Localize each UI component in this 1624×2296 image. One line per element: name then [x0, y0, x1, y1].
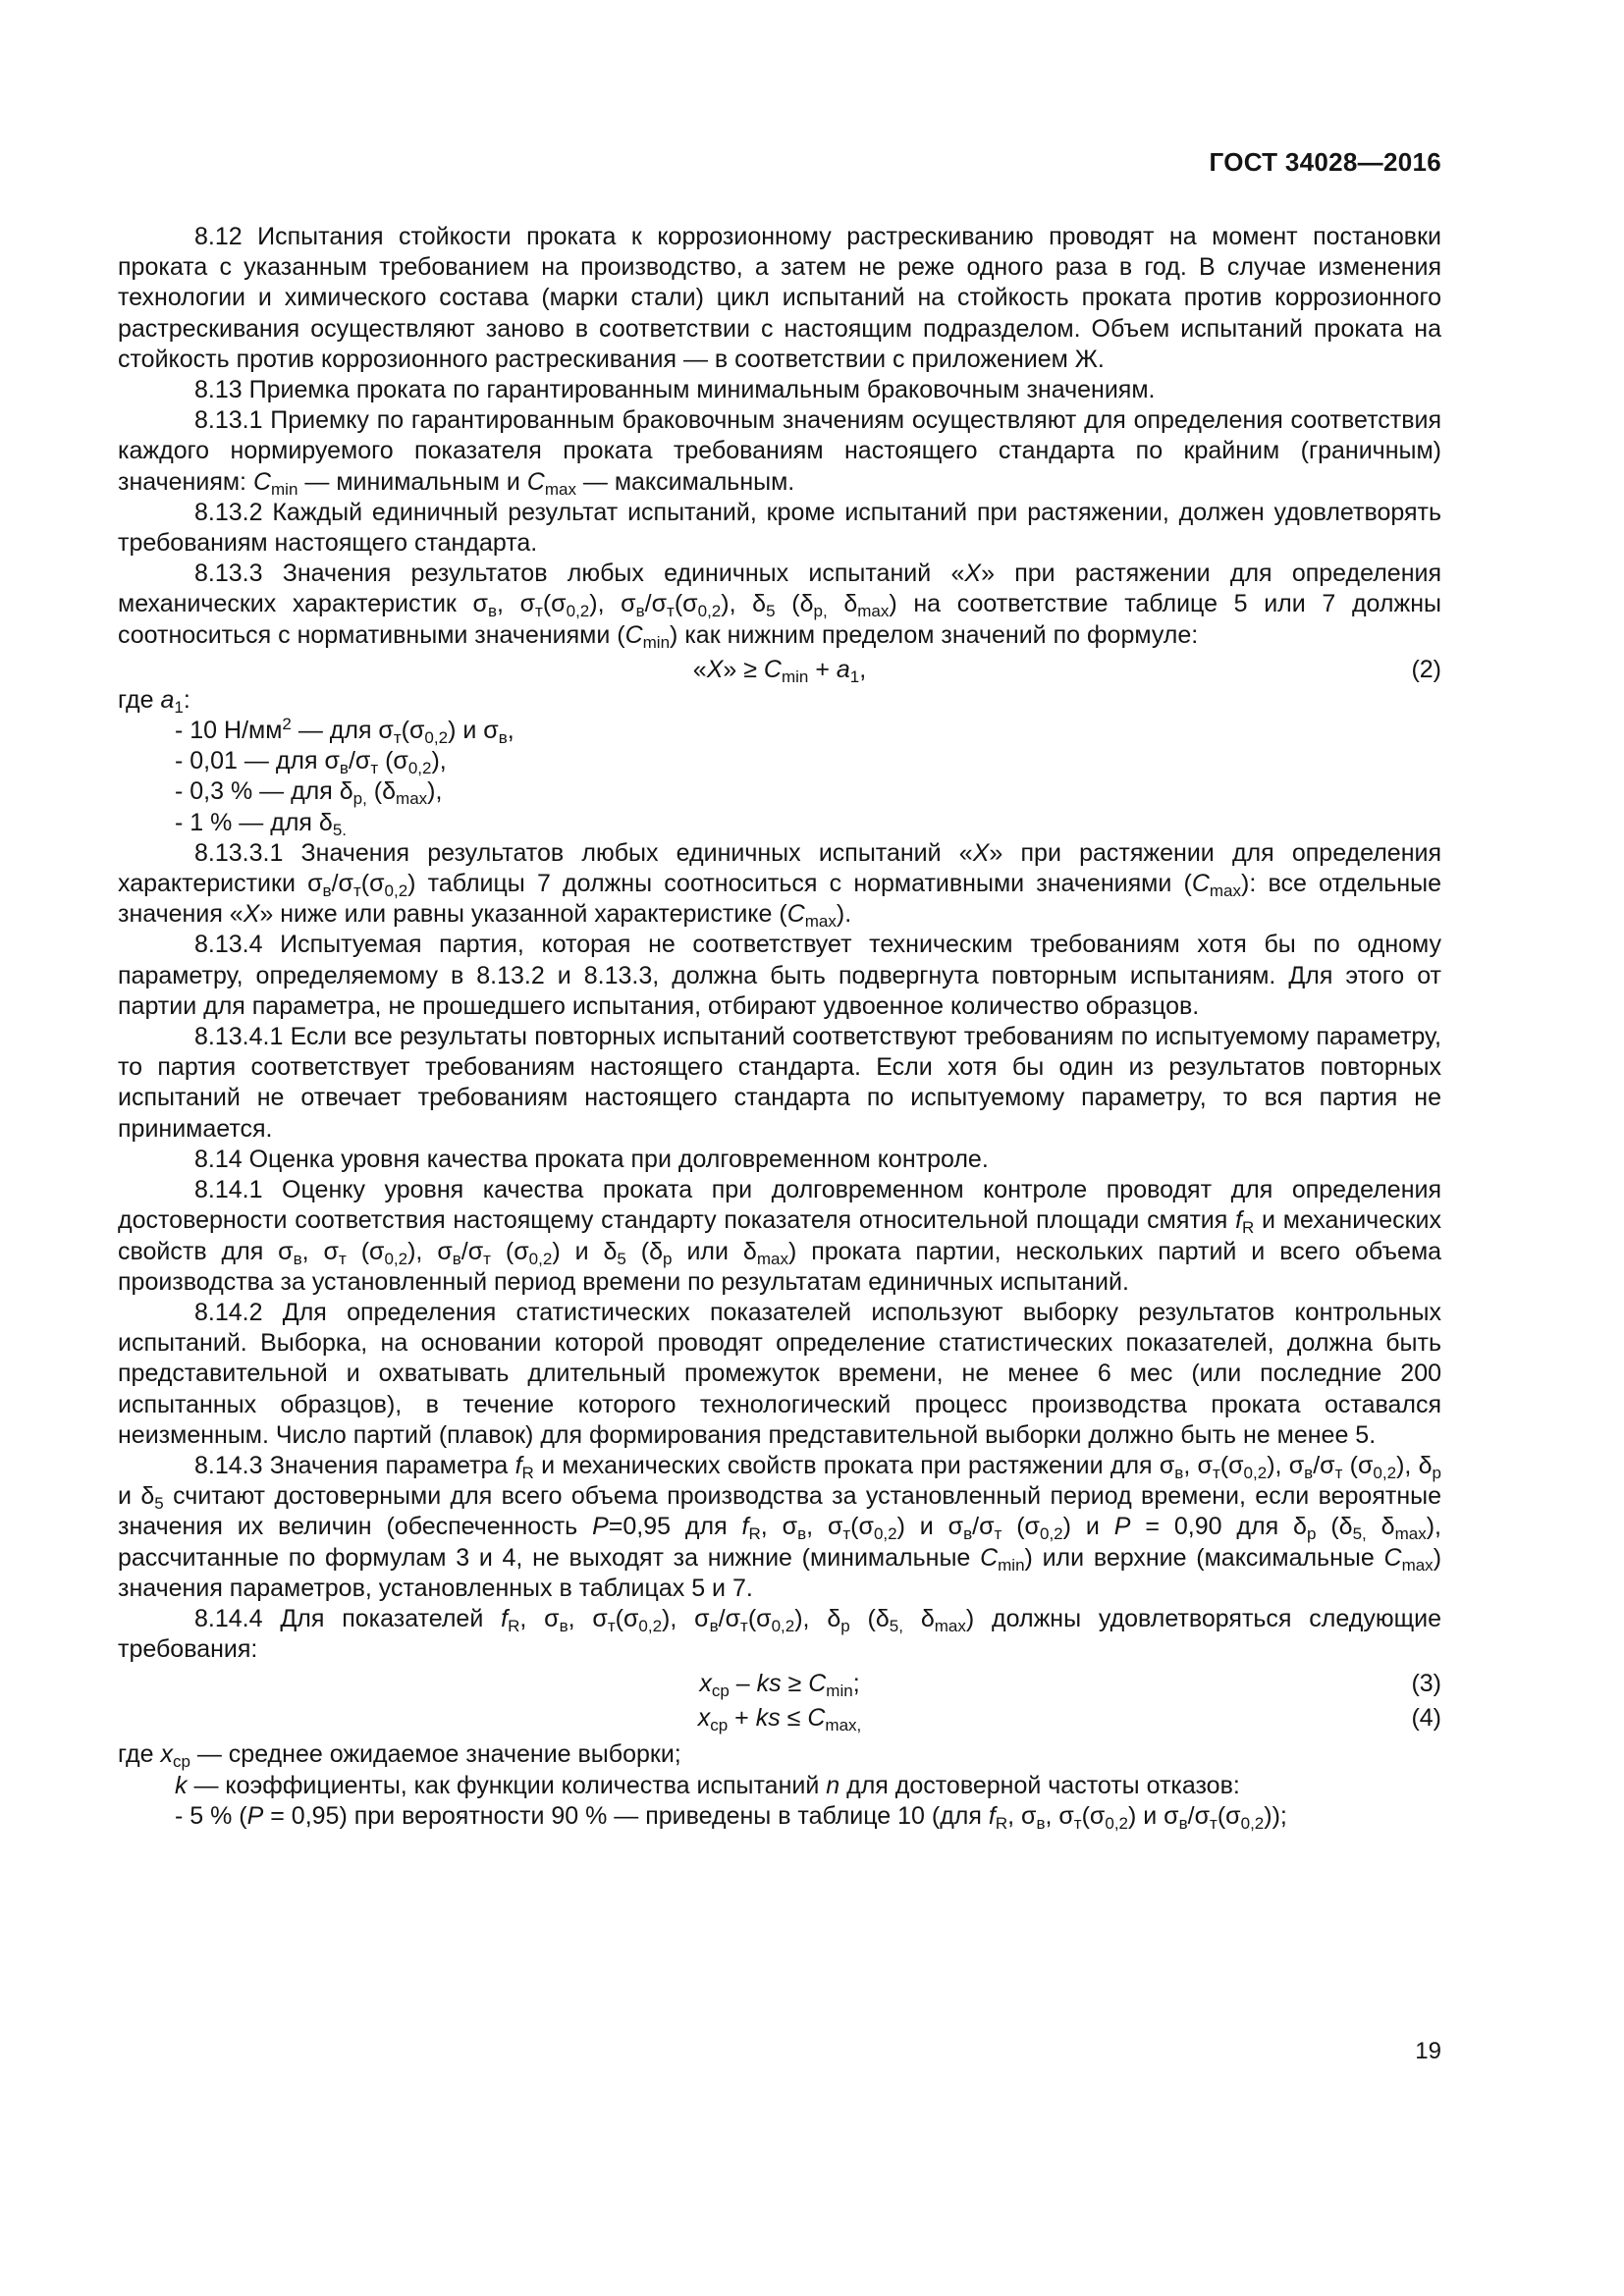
- formula-4: $x_{ср}$ + ks ≤ $C_{max,}$ (4): [697, 1704, 1441, 1735]
- list-item: - 0,01 — для $\sigma_в/\sigma_т$ $(\sigma_{0,2})$,: [175, 747, 447, 778]
- k-item: - 5 % (P = 0,95) при вероятности 90 % — приведены в таблице 10 (для $f_R$, $\sigma_в$, $\sigma_т(\sigma_{0,2})$ и $\sigma_в/\sigma_т(\sigma_{0,2})$);: [175, 1801, 1287, 1833]
- paragraph-8-14-2: 8.14.2 Для определения статистических показателей используют выборку результатов контрольных испытаний. Выборка, на основании которой проводят определение статистических показателей, должна быть представительной и охватывать длительный промежуток времени, не менее 6 мес (или последние 200 испытанных образцов), в течение которого технологический процесс производства проката оставался неизменным. Число партий (плавок) для формирования представительной выборки должно быть не менее 5.: [118, 1298, 1441, 1449]
- paragraph-8-12: 8.12 Испытания стойкости проката к коррозионному растрескиванию проводят на момент постановки проката с указанным требованием на производство, а затем не реже одного раза в год. В случае изменения технологии и химического состава (марки стали) цикл испытаний на стойкость проката против коррозионного растрескивания осуществляют заново в соответствии с настоящим подразделом. Объем испытаний проката на стойкость против коррозионного растрескивания — в соответствии с приложением Ж.: [118, 223, 1441, 373]
- formula-number-3: (3): [1411, 1670, 1441, 1698]
- formula-2: «X» ≥ $C_{min} + a_1$, (2): [692, 655, 1441, 686]
- formula-number-4: (4): [1411, 1704, 1441, 1733]
- k-definition: k — коэффициенты, как функции количества испытаний n для достоверной частоты отказов:: [175, 1771, 1240, 1799]
- formula-number-2: (2): [1411, 655, 1441, 683]
- list-item: - 10 $Н/мм^2$ — для $\sigma_т(\sigma_{0,2})$ и $\sigma_в$,: [175, 715, 514, 748]
- paragraph-8-13-3-1: 8.13.3.1 Значения результатов любых единичных испытаний «X» при растяжении для определения характеристики $\sigma_в/\sigma_т(\sigma_{0,2})$ таблицы 7 должны соотноситься с нормативными значениями $(C_{max})$: все отдельные значения «X» ниже или равны указанной характеристике $(C_{max})$.: [118, 838, 1442, 932]
- paragraph-8-13: 8.13 Приемка проката по гарантированным минимальным браковочным значениям.: [194, 376, 1156, 404]
- paragraph-8-13-2: 8.13.2 Каждый единичный результат испытаний, кроме испытаний при растяжении, должен удовлетворять требованиям настоящего стандарта.: [118, 498, 1441, 558]
- list-item: - 1 % — для $\delta_{5.}$: [175, 808, 348, 839]
- standard-header: ГОСТ 34028—2016: [1209, 147, 1441, 177]
- page-number: 19: [1415, 2038, 1441, 2064]
- document-body: [118, 222, 1441, 1832]
- paragraph-8-14: 8.14 Оценка уровня качества проката при долговременном контроле.: [194, 1145, 989, 1173]
- paragraph-8-13-3: 8.13.3 Значения результатов любых единичных испытаний «X» при растяжении для определения механических характеристик $\sigma_в$, $\sigma_т(\sigma_{0,2})$, $\sigma_в/\sigma_т(\sigma_{0,2})$, $\delta_5$ ($\delta_{p,}$ $\delta_{max}$) на соответствие таблице 5 или 7 должны соотноситься с нормативными значениями $(C_{min})$ как нижним пределом значений по формуле:: [118, 560, 1441, 652]
- paragraph-8-14-3: 8.14.3 Значения параметра $f_R$ и механических свойств проката при растяжении для $\sigma_в$, $\sigma_т(\sigma_{0,2})$, $\sigma_в/\sigma_т$ $(\sigma_{0,2})$, $\delta_p$ и $\delta_5$ считают достоверными для всего объема производства за установленный период времени, если вероятные значения их величин (обеспеченность P=0,95 для $f_R$, $\sigma_в$, $\sigma_т(\sigma_{0,2})$ и $\sigma_в/\sigma_т$ $(\sigma_{0,2})$ и P = 0,90 для $\delta_p$ ($\delta_{5,}$ $\delta_{max}$), рассчитанные по формулам 3 и 4, не выходят за нижние (минимальные $C_{min}$) или верхние (максимальные $C_{max}$) значения параметров, установленных в таблицах 5 и 7.: [118, 1451, 1442, 1602]
- paragraph-8-13-4-1: 8.13.4.1 Если все результаты повторных испытаний соответствуют требованиям по испытуемому параметру, то партия соответствует требованиям настоящего стандарта. Если хотя бы один из результатов повторных испытаний не отвечает требованиям настоящего стандарта по испытуемому параметру, то вся партия не принимается.: [118, 1023, 1441, 1143]
- paragraph-8-13-4: 8.13.4 Испытуемая партия, которая не соответствует техническим требованиям хотя бы по одному параметру, определяемому в 8.13.2 и 8.13.3, должна быть подвергнута повторным испытаниям. Для этого от партии для параметра, не прошедшего испытания, отбирают удвоенное количество образцов.: [118, 931, 1441, 1020]
- list-item: - 0,3 % — для $\delta_{p,}$ $(\delta_{max})$,: [175, 777, 443, 809]
- paragraph-8-14-4: 8.14.4 Для показателей $f_R$, $\sigma_в$, $\sigma_т(\sigma_{0,2})$, $\sigma_в/\sigma_т(\sigma_{0,2})$, $\delta_p$ ($\delta_{5,}$ $\delta_{max}$) должны удовлетворяться следующие требования:: [118, 1604, 1442, 1664]
- where-a1: где $a_1$:: [118, 685, 190, 717]
- formula-3: $x_{ср}$ – ks ≥ $C_{min}$; (3): [699, 1670, 1441, 1701]
- where-x: где $x_{ср}$ — среднее ожидаемое значение выборки;: [118, 1740, 681, 1772]
- paragraph-8-14-1: 8.14.1 Оценку уровня качества проката при долговременном контроле проводят для определения достоверности соответствия настоящему стандарту показателя относительной площади смятия $f_R$ и механических свойств для $\sigma_в$, $\sigma_т$ $(\sigma_{0,2})$, $\sigma_в/\sigma_т$ $(\sigma_{0,2})$ и $\delta_5$ ($\delta_p$ или $\delta_{max}$) проката партии, нескольких партий и всего объема производства за установленный период времени по результатам единичных испытаний.: [118, 1176, 1442, 1296]
- paragraph-8-13-1: 8.13.1 Приемку по гарантированным браковочным значениям осуществляют для определения соответствия каждого нормируемого показателя проката требованиям настоящего стандарта по крайним (граничным) значениям: $C_{min}$ — минимальным и $C_{max}$ — максимальным.: [118, 406, 1441, 499]
